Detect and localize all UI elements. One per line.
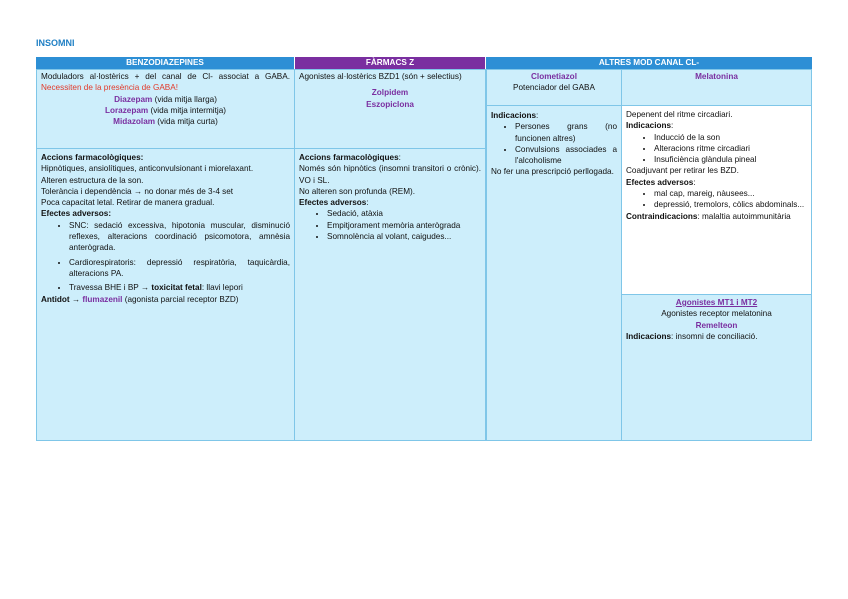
melatonina-indicacions-list — [626, 132, 807, 166]
list-item: • Convulsions associades a l'alcoholisme — [515, 144, 617, 167]
benzo-accions-line: Hipnòtiques, ansiolítiques, anticonvulsionant i miorelaxant. — [41, 164, 254, 174]
list-item: • SNC: sedació excessiva, hipotonia muscular, disminució reflexes, alteracions coordinació psicomotora, amnèsia anterògrada. — [69, 220, 290, 254]
melatonina-coadjuvant: Coadjuvant per retirar les BZD. — [626, 166, 739, 176]
list-item: • Insuficiència glàndula pineal — [654, 154, 807, 165]
header-farmacs-z: FÀRMACS Z — [295, 57, 485, 69]
benzo-drug-diazepam: Diazepam (vida mitja llarga) — [114, 94, 217, 104]
list-item: • mal cap, mareig, nàusees... — [654, 188, 807, 199]
farmacs-z-details-cell — [294, 148, 486, 441]
clometiazol-indicacions-list — [491, 121, 617, 166]
list-item: • Travessa BHE i BP → toxicitat fetal: llavi lepori — [69, 282, 290, 293]
melatonina-line: Depenent del ritme circadiari. — [626, 110, 733, 119]
benzo-accions-line: Poca capacitat letal. Retirar de manera gradual. — [41, 198, 215, 208]
benzo-drug-lorazepam: Lorazepam (vida mitja intermitja) — [104, 105, 227, 115]
melatonina-ind-title: Indicacions: — [626, 121, 674, 131]
list-item: • Alteracions ritme circadiari — [654, 143, 807, 154]
benzo-accions-line: Tolerància i dependència → no donar més de 3-4 set — [41, 186, 234, 196]
clometiazol-description: Potenciador del GABA — [513, 83, 595, 93]
benzo-description: Moduladors al·lostèrics + del canal de Cl- associat a GABA. — [41, 72, 290, 81]
melatonina-efectes-list — [626, 188, 807, 211]
agonistes-mt-drug: Remelteon — [695, 320, 738, 330]
benzo-antidot: Antidot → flumazenil (agonista parcial receptor BZD) — [41, 294, 239, 304]
list-item: • Somnolència al volant, caigudes... — [327, 231, 481, 242]
page-title: INSOMNI — [36, 38, 75, 48]
melatonina-summary-cell — [621, 69, 812, 106]
farmacs-z-accions-line: Només són hipnòtics (insomni transitori o crònic). VO i SL. — [299, 164, 481, 185]
list-item: • Empitjorament memòria anterògrada — [327, 220, 481, 231]
agonistes-mt-indicacions: Indicacions: insomni de conciliació. — [626, 331, 758, 341]
farmacs-z-efectes-list — [299, 208, 481, 242]
list-item: • Sedació, atàxia — [327, 208, 481, 219]
header-altres-mod-canal: ALTRES MOD CANAL CL- — [486, 57, 812, 69]
clometiazol-note: No fer una prescripció perllogada. — [491, 167, 614, 177]
list-item: • depressió, tremolors, còlics abdominals... — [654, 199, 807, 210]
farmacs-z-accions-title: Accions farmacològiques: — [299, 153, 401, 162]
benzo-accions-title: Accions farmacològiques: — [41, 153, 144, 162]
farmacs-z-drug-eszopiclona: Eszopiclona — [366, 99, 414, 109]
benzo-efectes-list — [41, 220, 290, 294]
clometiazol-name: Clometiazol — [531, 72, 577, 81]
agonistes-mt-cell — [621, 294, 812, 441]
list-item: • Persones grans (no funcionen altres) — [515, 121, 617, 144]
clometiazol-summary-cell — [486, 69, 622, 106]
insomni-table — [36, 57, 812, 441]
agonistes-mt-title: Agonistes MT1 i MT2 — [675, 298, 758, 307]
farmacs-z-accions-line: No alteren son profunda (REM). — [299, 186, 416, 196]
melatonina-details-cell — [621, 105, 812, 295]
farmacs-z-efectes-title: Efectes adversos: — [299, 198, 369, 208]
clometiazol-details-cell — [486, 105, 622, 441]
benzo-efectes-title: Efectes adversos: — [41, 209, 112, 219]
list-item: • Cardiorespiratoris: depressió respiratòria, taquicàrdia, alteracions PA. — [69, 257, 290, 280]
benzo-drug-midazolam: Midazolam (vida mitja curta) — [113, 117, 218, 127]
agonistes-mt-description: Agonistes receptor melatonina — [661, 309, 772, 319]
clometiazol-ind-title: Indicacions: — [491, 111, 539, 120]
header-benzodiazepines: BENZODIAZEPINES — [36, 57, 294, 69]
benzo-gaba-note: Necessiten de la presència de GABA! — [41, 83, 178, 93]
farmacs-z-summary-cell — [294, 69, 486, 149]
benzo-summary-cell — [36, 69, 295, 149]
melatonina-name: Melatonina — [695, 72, 738, 81]
benzo-accions-line: Alteren estructura de la son. — [41, 175, 144, 185]
benzo-details-cell — [36, 148, 295, 441]
farmacs-z-drug-zolpidem: Zolpidem — [371, 88, 409, 98]
list-item: • Inducció de la son — [654, 132, 807, 143]
melatonina-contraindicacions: Contraindicacions: malaltia autoimmunitària — [626, 211, 791, 221]
farmacs-z-description: Agonistes al·lostèrics BZD1 (són + selectius) — [299, 72, 462, 81]
melatonina-efectes-title: Efectes adversos: — [626, 177, 696, 187]
